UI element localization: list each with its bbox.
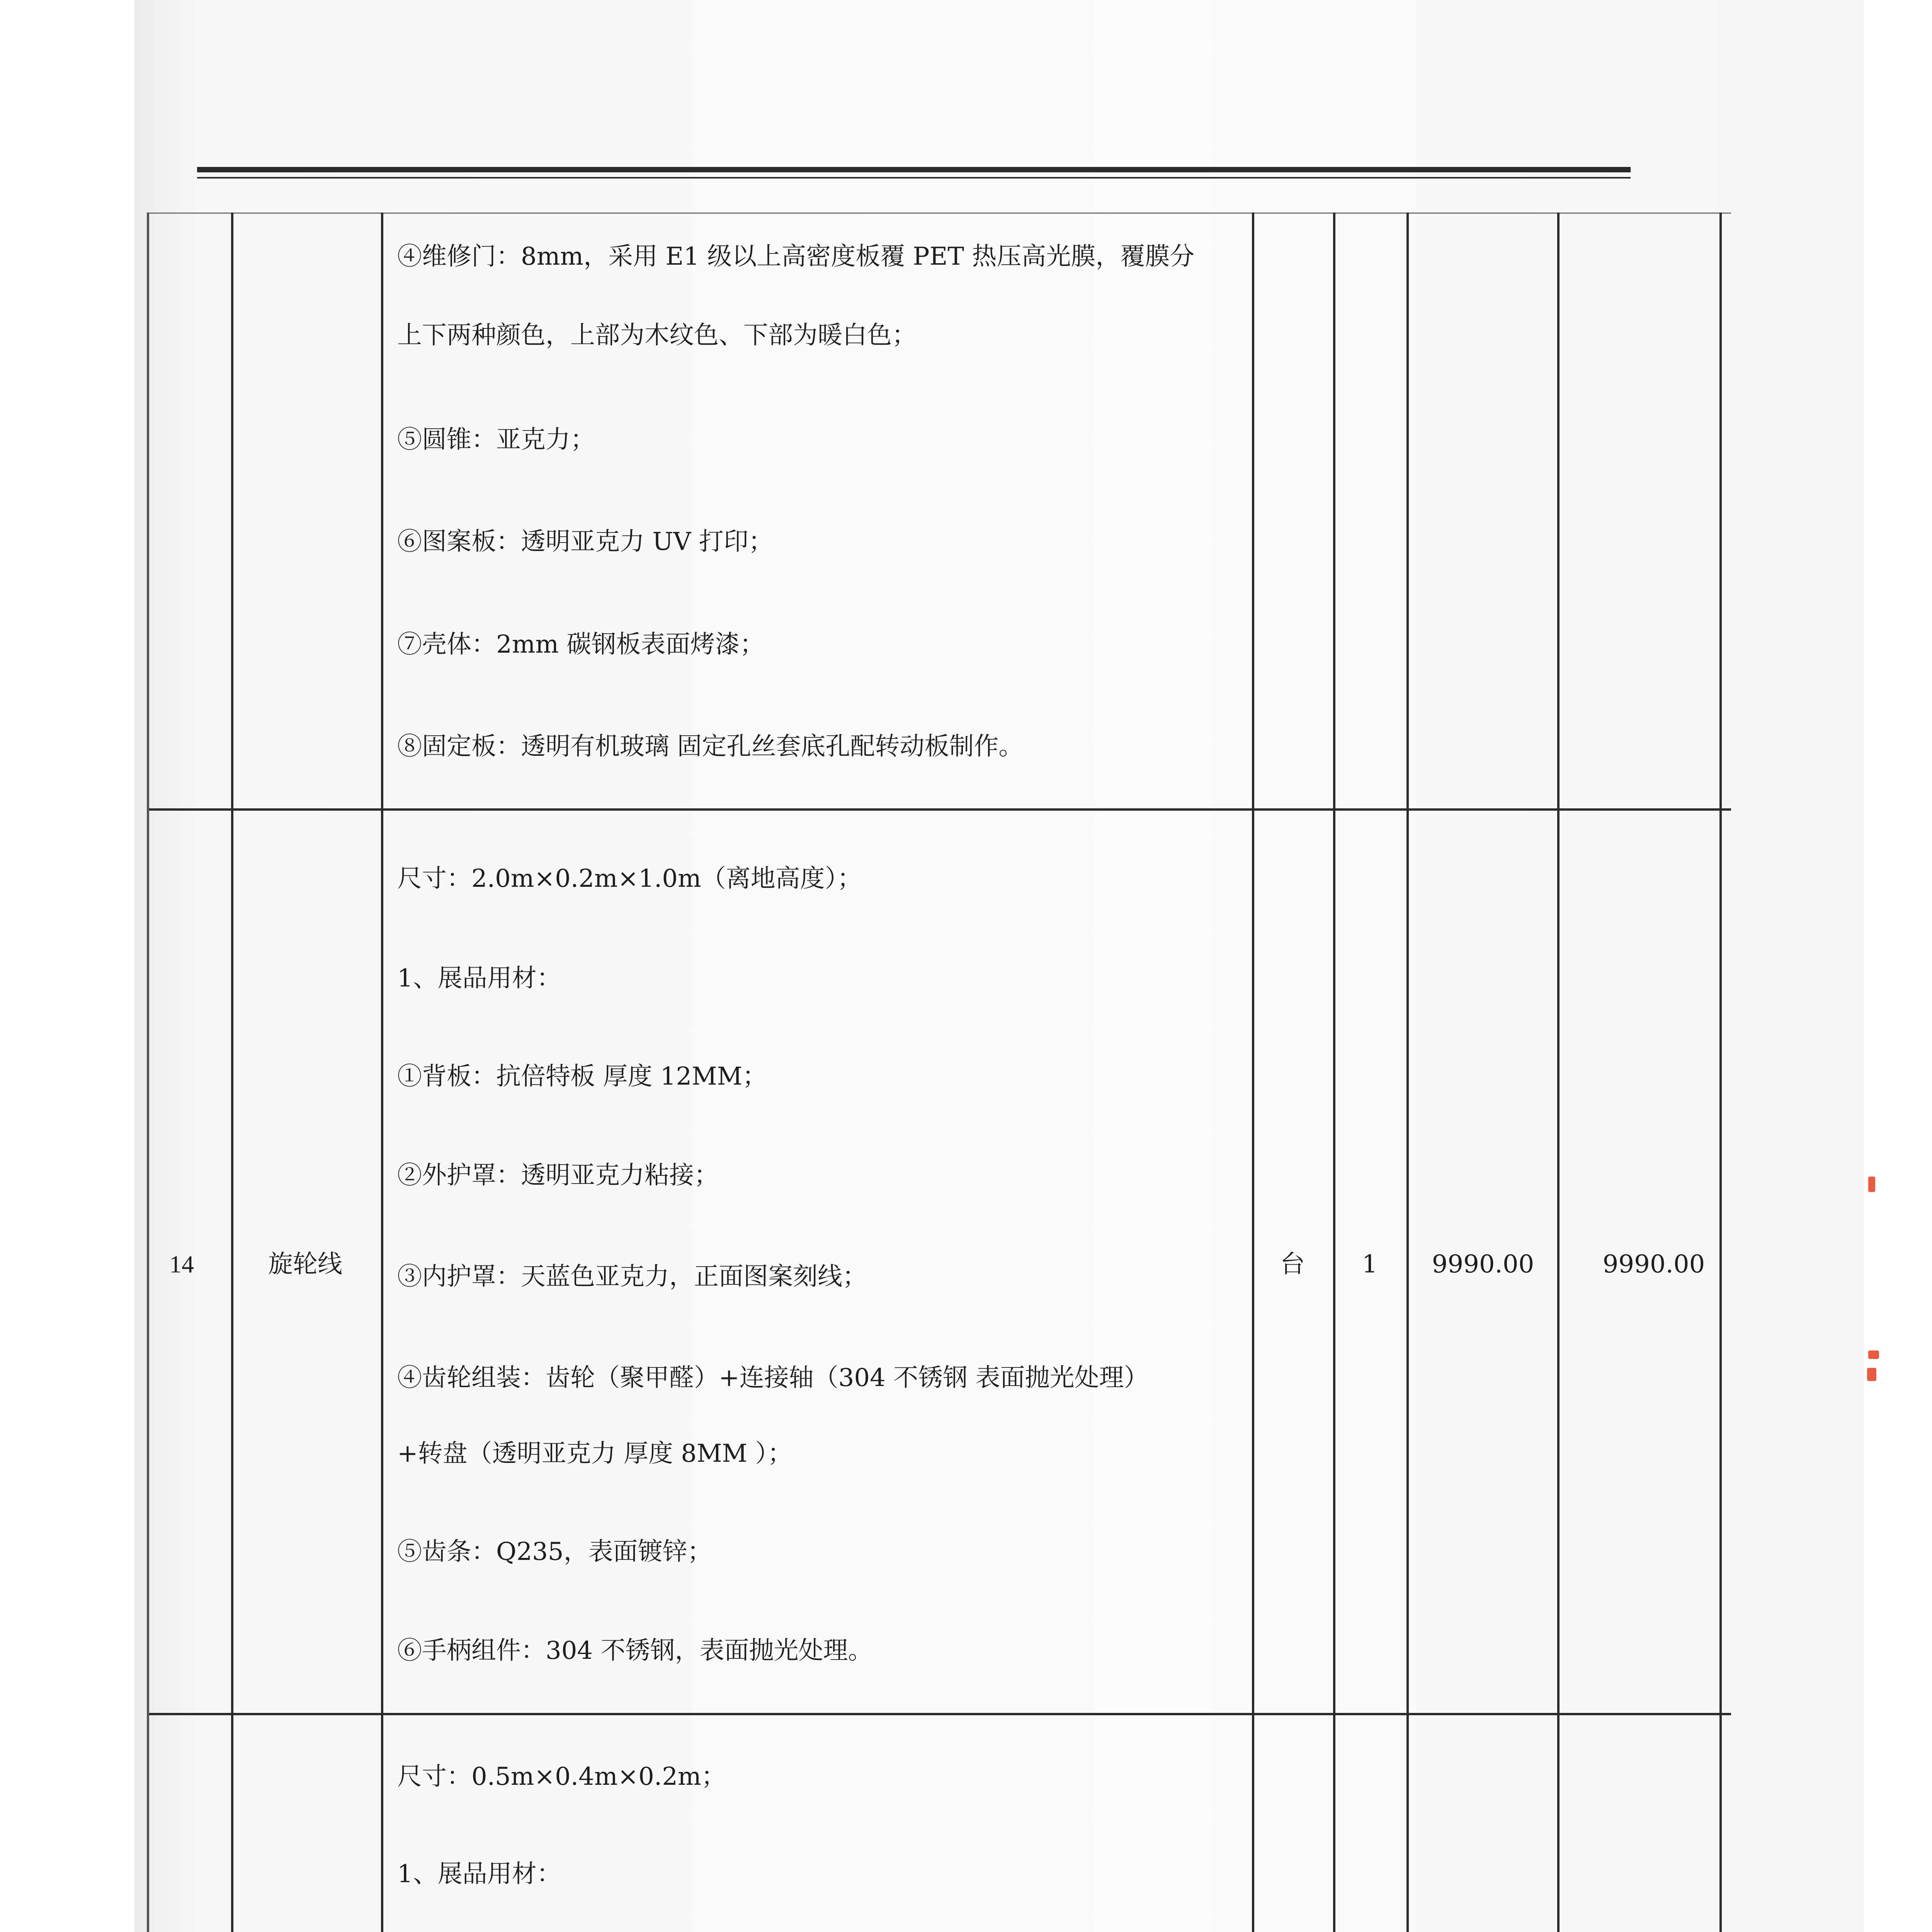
item-number: 14 (169, 1250, 194, 1278)
col-line-price (1557, 213, 1560, 1932)
spec-line: 1、展品用材： (397, 964, 561, 993)
row-divider-15 (147, 1713, 1731, 1715)
spec-line: ⑤圆锥：亚克力； (397, 425, 595, 454)
item-unit: 台 (1280, 1250, 1305, 1279)
paper-sheet (134, 0, 1864, 1932)
spec-line: ③内护罩：天蓝色亚克力，正面图案刻线； (397, 1262, 867, 1291)
item-total-price: 9990.00 (1602, 1250, 1705, 1279)
red-mark (1868, 1177, 1875, 1192)
spec-line: +转盘（透明亚克力 厚度 8MM ）； (397, 1439, 793, 1468)
item-qty: 1 (1362, 1250, 1378, 1279)
spec-line: ⑦壳体：2mm 碳钢板表面烤漆； (397, 630, 765, 659)
spec-line: ⑤齿条：Q235，表面镀锌； (397, 1537, 712, 1566)
item-name: 旋轮线 (268, 1250, 342, 1279)
col-line-right (1719, 213, 1722, 1932)
spec-line: ④维修门：8mm，采用 E1 级以上高密度板覆 PET 热压高光膜，覆膜分 (397, 242, 1195, 271)
col-line-unit (1333, 213, 1335, 1932)
spec-line: ⑥图案板：透明亚克力 UV 打印； (397, 527, 773, 556)
spec-line: ①背板：抗倍特板 厚度 12MM； (397, 1062, 767, 1091)
red-mark (1868, 1350, 1879, 1359)
spec-line: ④齿轮组装：齿轮（聚甲醛）+连接轴（304 不锈钢 表面抛光处理） (397, 1364, 1149, 1392)
spec-line: 尺寸：2.0m×0.2m×1.0m（离地高度）； (397, 864, 862, 893)
spec-line: 上下两种颜色，上部为木纹色、下部为暖白色； (397, 321, 917, 350)
spec-line: 1、展品用材： (397, 1860, 561, 1888)
header-rule-thick (197, 167, 1631, 172)
spec-line: ⑥手柄组件：304 不锈钢，表面抛光处理。 (397, 1636, 873, 1665)
spec-line: 尺寸：0.5m×0.4m×0.2m； (397, 1762, 726, 1791)
row-divider-14 (147, 808, 1731, 811)
item-unit-price: 9990.00 (1432, 1250, 1534, 1279)
col-line-spec (1252, 213, 1254, 1932)
header-rule-thin (197, 177, 1631, 179)
table-top-line (147, 213, 1731, 214)
col-line-left (147, 213, 149, 1932)
col-line-qty (1406, 213, 1409, 1932)
col-line-name (381, 213, 383, 1932)
red-mark (1867, 1368, 1876, 1381)
spec-line: ⑧固定板：透明有机玻璃 固定孔丝套底孔配转动板制作。 (397, 732, 1024, 761)
col-line-no (231, 213, 233, 1932)
spec-line: ②外护罩：透明亚克力粘接； (397, 1161, 719, 1190)
